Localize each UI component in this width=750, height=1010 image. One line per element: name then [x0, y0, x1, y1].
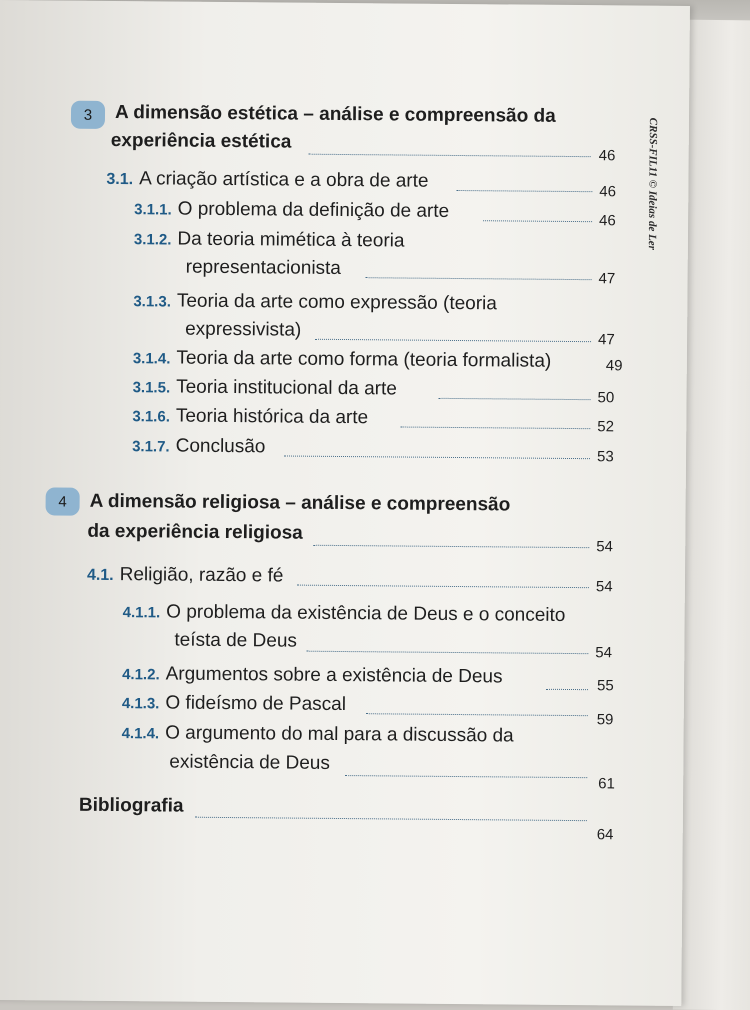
section-3-1-5[interactable] — [133, 376, 397, 400]
section-title-line1: O argumento do mal para a discussão da — [165, 722, 514, 747]
section-title: Teoria histórica da arte — [175, 405, 369, 429]
section-4-1-1[interactable] — [123, 601, 566, 627]
section-page: 52 — [597, 418, 615, 436]
section-title-line1: Da teoria mimética à teoria — [177, 228, 405, 252]
section-title: O fideísmo de Pascal — [165, 692, 347, 716]
chapter-3-page: 46 — [598, 147, 616, 165]
section-3-1-6[interactable] — [132, 405, 368, 429]
chapter-4-title-line1[interactable]: A dimensão religiosa – análise e compreensão — [89, 490, 511, 516]
section-number: 4.1.4. — [121, 725, 160, 743]
section-page: 49 — [605, 357, 623, 375]
leader-dots — [366, 713, 588, 716]
leader-dots — [400, 427, 590, 430]
section-number: 4.1.1. — [122, 604, 161, 622]
leader-dots — [546, 689, 588, 690]
leader-dots — [456, 190, 592, 192]
section-number: 3.1.7. — [132, 438, 170, 456]
chapter-3-title-line1[interactable]: A dimensão estética – análise e compreensão da — [114, 102, 556, 127]
leader-dots — [315, 339, 591, 342]
section-number: 3.1. — [106, 170, 134, 189]
leader-dots — [313, 545, 589, 548]
leader-dots — [284, 455, 590, 459]
leader-dots — [345, 775, 587, 778]
section-3-1-1[interactable] — [134, 198, 449, 223]
section-title: Teoria institucional da arte — [176, 376, 397, 400]
section-4-1-4-line2[interactable]: existência de Deus — [169, 751, 330, 774]
section-title-line1: Teoria da arte como expressão (teoria — [176, 290, 497, 315]
chapter-4-page: 54 — [596, 538, 614, 556]
section-page: 46 — [599, 183, 617, 201]
section-3-1-7[interactable] — [132, 435, 265, 458]
bibliography-title[interactable]: Bibliografia — [78, 794, 184, 817]
section-page: 50 — [597, 389, 615, 407]
leader-dots — [439, 398, 591, 400]
bibliography-page: 64 — [596, 826, 614, 844]
leader-dots — [306, 651, 588, 654]
section-3-1-2[interactable] — [134, 228, 405, 252]
section-3-1[interactable] — [106, 168, 428, 193]
section-page: 55 — [596, 677, 614, 695]
section-title: Conclusão — [175, 435, 266, 458]
section-4-1-3[interactable] — [122, 692, 346, 716]
section-page: 54 — [595, 578, 613, 596]
section-title: Religião, razão e fé — [119, 564, 284, 587]
section-page: 59 — [596, 711, 614, 729]
section-title: Teoria da arte como forma (teoria formalista) — [176, 347, 552, 372]
leader-dots — [297, 585, 589, 589]
section-number: 3.1.5. — [132, 379, 171, 397]
chapter-3-badge: 3 — [71, 101, 105, 129]
chapter-4-title-line2[interactable]: da experiência religiosa — [87, 520, 303, 544]
section-number: 4.1.2. — [122, 666, 160, 684]
section-number: 3.1.6. — [132, 408, 170, 426]
section-3-1-3[interactable] — [133, 290, 497, 315]
leader-dots — [366, 277, 592, 280]
side-label: CRSS-FIL11 © Ideias de Ler — [645, 117, 659, 251]
section-title: O problema da definição de arte — [177, 198, 450, 222]
section-number: 4.1. — [86, 566, 114, 585]
section-4-1-2[interactable] — [122, 663, 503, 688]
section-page: 47 — [597, 331, 615, 349]
leader-dots — [195, 817, 587, 821]
leader-dots — [309, 154, 591, 157]
section-title: A criação artística e a obra de arte — [139, 168, 429, 192]
section-number: 3.1.1. — [134, 201, 172, 219]
section-4-1-4[interactable] — [122, 722, 514, 747]
section-3-1-3-line2[interactable]: expressivista) — [185, 318, 302, 341]
section-page: 53 — [596, 448, 614, 466]
section-title: Argumentos sobre a existência de Deus — [165, 663, 503, 688]
section-page: 46 — [599, 212, 616, 230]
section-page: 61 — [598, 775, 615, 793]
section-number: 3.1.2. — [133, 231, 172, 249]
section-number: 3.1.3. — [133, 293, 171, 311]
section-page: 47 — [598, 270, 616, 288]
section-page: 54 — [595, 644, 613, 662]
section-title-line1: O problema da existência de Deus e o conceito — [166, 601, 566, 626]
section-number: 3.1.4. — [132, 350, 171, 368]
leader-dots — [483, 220, 592, 222]
section-number: 4.1.3. — [121, 695, 160, 713]
section-3-1-2-line2[interactable]: representacionista — [185, 256, 342, 279]
chapter-3-title-line2[interactable]: experiência estética — [110, 129, 292, 153]
section-4-1-1-line2[interactable]: teísta de Deus — [174, 629, 298, 652]
section-3-1-4[interactable] — [133, 347, 552, 373]
section-4-1[interactable] — [87, 564, 284, 588]
chapter-4-badge: 4 — [46, 487, 80, 515]
